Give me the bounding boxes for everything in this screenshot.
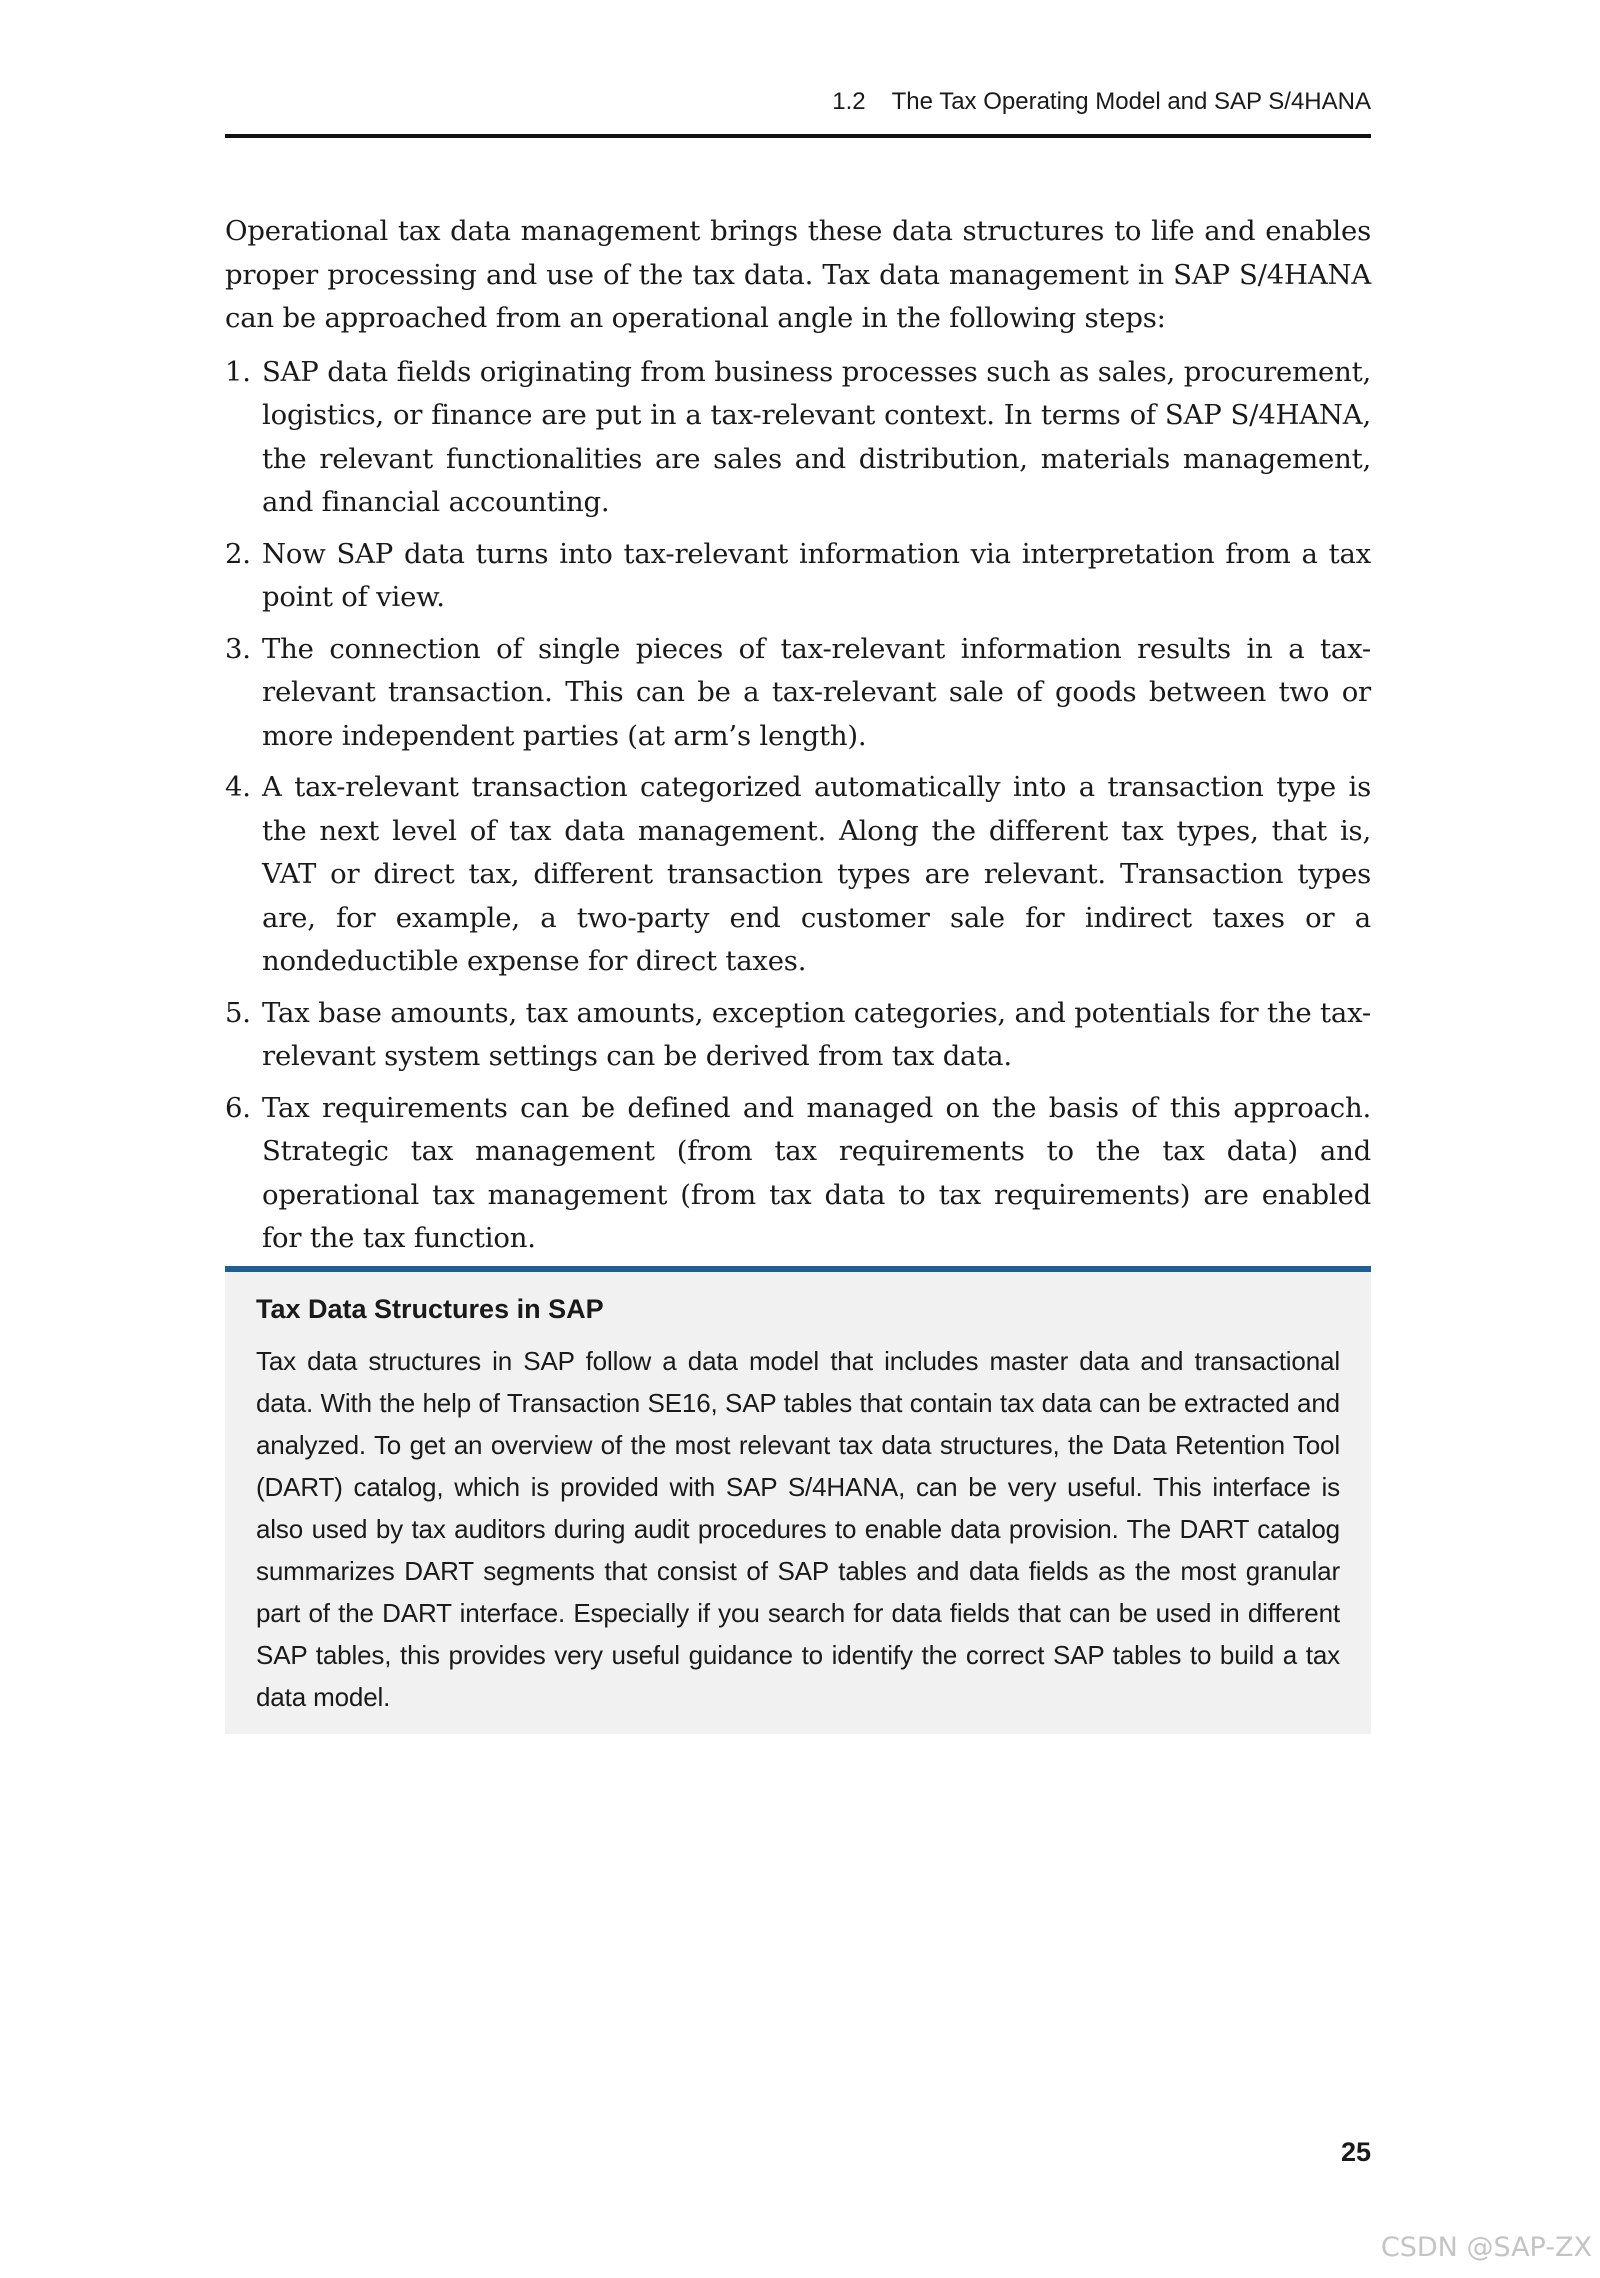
list-item-text: A tax-relevant transaction categorized automatically into a transaction type is the next level of tax data management. Along the different tax types, that is, VAT or direct tax, different transaction types are relevant. Transaction types are, for example, a two-party end customer sale for indirect taxes or a nondeductible expense for direct taxes. (262, 771, 1371, 977)
list-item (225, 351, 1371, 525)
list-item-text: SAP data fields originating from business processes such as sales, procurement, logistics, or finance are put in a tax-relevant context. In terms of SAP S/4HANA, the relevant functionalities are sales and distribution, materials management, and financial accounting. (262, 355, 1371, 518)
running-header-text (832, 88, 1371, 116)
intro-paragraph: Operational tax data management brings these data structures to life and enables proper processing and use of the tax data. Tax data management in SAP S/4HANA can be approached from an operational angle in the following steps: (225, 215, 1371, 334)
section-number: 1.2 (832, 88, 866, 115)
list-item-number: 1. (225, 355, 251, 388)
steps-list (225, 351, 1371, 1261)
info-box-title: Tax Data Structures in SAP (256, 1294, 604, 1324)
page-number: 25 (1340, 2137, 1371, 2167)
list-item (225, 628, 1371, 759)
list-item-number: 2. (225, 537, 251, 570)
main-text (225, 210, 1371, 1269)
section-title: The Tax Operating Model and SAP S/4HANA (891, 88, 1371, 115)
list-item (225, 1087, 1371, 1261)
list-item-number: 6. (225, 1091, 251, 1124)
list-item-number: 3. (225, 632, 251, 665)
list-item-number: 4. (225, 771, 251, 803)
list-item (225, 766, 1371, 984)
list-item-text: Tax requirements can be defined and managed on the basis of this approach. Strategic tax management (from tax requirements to the tax data) and operational tax management (from tax data to tax requirements) are enabled for the tax function. (262, 1091, 1371, 1254)
info-box (225, 1266, 1371, 1734)
list-item (225, 992, 1371, 1079)
list-item-text: The connection of single pieces of tax-relevant information results in a tax-relevant transaction. This can be a tax-relevant sale of goods between two or more independent parties (at arm’s length). (262, 632, 1371, 752)
watermark: CSDN @SAP-ZX (1380, 2232, 1592, 2263)
info-box-body: Tax data structures in SAP follow a data model that includes master data and transactional data. With the help of Transaction SE16, SAP tables that contain tax data can be extracted and analyzed. To get an overview of the most relevant tax data structures, the Data Retention Tool (DART) catalog, which is provided with SAP S/4HANA, can be very useful. This interface is also used by tax auditors during audit procedures to enable data provision. The DART catalog summarizes DART segments that consist of SAP tables and data fields as the most granular part of the DART interface. Especially if you search for data fields that can be used in different SAP tables, this provides very useful guidance to identify the correct SAP tables to build a tax data model. (256, 1346, 1340, 1712)
list-item-text: Now SAP data turns into tax-relevant information via interpretation from a tax point of view. (262, 537, 1371, 613)
list-item-text: Tax base amounts, tax amounts, exception categories, and potentials for the tax-relevant system settings can be derived from tax data. (262, 996, 1371, 1072)
list-item (225, 533, 1371, 620)
running-header (225, 88, 1371, 138)
list-item-number: 5. (225, 996, 251, 1029)
